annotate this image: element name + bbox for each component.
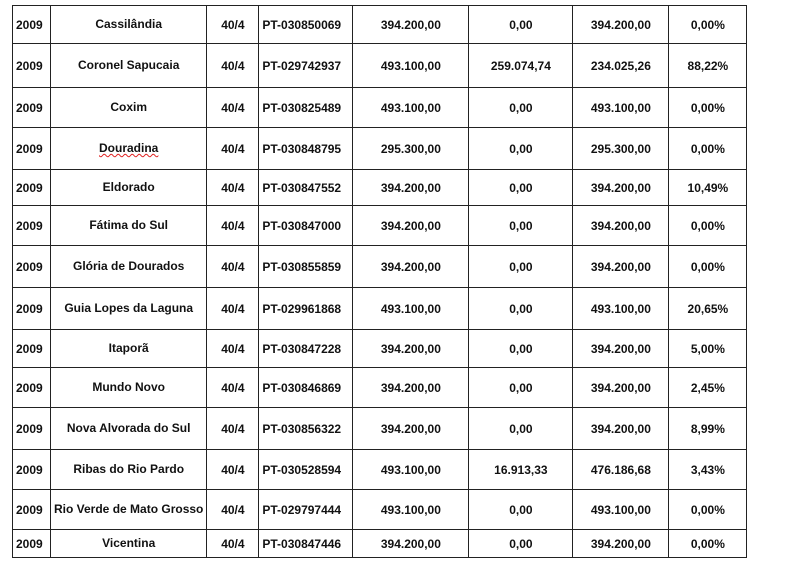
year-cell-text: 2009: [16, 180, 43, 195]
document-number-cell: [259, 288, 353, 330]
code-cell-text: 40/4: [221, 536, 245, 551]
document-number-cell: [259, 490, 353, 530]
paid-value-cell: [469, 368, 573, 408]
total-value-cell: [353, 6, 469, 44]
table-row: [13, 450, 747, 490]
percentage-cell: [669, 88, 747, 128]
municipality-cell: [51, 246, 207, 288]
percentage-cell-text: 0,00%: [690, 502, 725, 517]
paid-value-cell: [469, 530, 573, 558]
year-cell: [13, 368, 51, 408]
municipality-cell-text: Coronel Sapucaia: [78, 58, 180, 72]
municipality-cell: [51, 206, 207, 246]
document-number-cell: [259, 530, 353, 558]
balance-value-cell: [573, 128, 669, 170]
balance-value-cell: [573, 88, 669, 128]
total-value-cell: [353, 170, 469, 206]
percentage-cell: [669, 288, 747, 330]
paid-value-cell: [469, 6, 573, 44]
total-value-cell-text: 295.300,00: [380, 141, 441, 156]
balance-value-cell-text: 295.300,00: [590, 141, 651, 156]
total-value-cell-text: 394.200,00: [380, 180, 441, 195]
year-cell-text: 2009: [16, 502, 43, 517]
percentage-cell-text: 0,00%: [690, 141, 725, 156]
code-cell-text: 40/4: [221, 100, 245, 115]
municipality-cell-text: Nova Alvorada do Sul: [66, 421, 191, 435]
year-cell: [13, 330, 51, 368]
municipality-cell: [51, 408, 207, 450]
municipality-cell: [51, 530, 207, 558]
balance-value-cell: [573, 408, 669, 450]
year-cell-text: 2009: [16, 421, 43, 436]
balance-value-cell: [573, 450, 669, 490]
year-cell-text: 2009: [16, 536, 43, 551]
municipality-cell: [51, 170, 207, 206]
paid-value-cell: [469, 330, 573, 368]
year-cell: [13, 530, 51, 558]
balance-value-cell-text: 493.100,00: [590, 100, 651, 115]
document-number-cell-text: PT-030528594: [262, 462, 342, 477]
year-cell-text: 2009: [16, 380, 43, 395]
percentage-cell: [669, 246, 747, 288]
year-cell-text: 2009: [16, 17, 43, 32]
code-cell-text: 40/4: [221, 17, 245, 32]
document-number-cell-text: PT-030855859: [262, 259, 342, 274]
percentage-cell-text: 88,22%: [687, 58, 729, 73]
paid-value-cell: [469, 288, 573, 330]
total-value-cell-text: 394.200,00: [380, 341, 441, 356]
document-number-cell: [259, 88, 353, 128]
document-number-cell-text: PT-030846869: [262, 380, 342, 395]
balance-value-cell-text: 394.200,00: [590, 341, 651, 356]
municipality-cell: [51, 6, 207, 44]
municipality-cell-text: Vicentina: [102, 536, 156, 550]
year-cell-text: 2009: [16, 58, 43, 73]
total-value-cell-text: 493.100,00: [380, 100, 441, 115]
paid-value-cell-text: 0,00: [509, 100, 533, 115]
paid-value-cell-text: 0,00: [509, 301, 533, 316]
percentage-cell: [669, 368, 747, 408]
municipality-cell: [51, 490, 207, 530]
year-cell: [13, 6, 51, 44]
total-value-cell-text: 394.200,00: [380, 380, 441, 395]
total-value-cell: [353, 330, 469, 368]
year-cell-text: 2009: [16, 100, 43, 115]
municipality-cell-text: Douradina: [99, 141, 159, 155]
document-number-cell-text: PT-030847552: [262, 180, 342, 195]
year-cell-text: 2009: [16, 259, 43, 274]
percentage-cell: [669, 330, 747, 368]
balance-value-cell-text: 394.200,00: [590, 218, 651, 233]
paid-value-cell: [469, 408, 573, 450]
percentage-cell-text: 2,45%: [690, 380, 725, 395]
total-value-cell: [353, 490, 469, 530]
code-cell: [207, 490, 259, 530]
total-value-cell-text: 493.100,00: [380, 462, 441, 477]
total-value-cell: [353, 88, 469, 128]
total-value-cell-text: 394.200,00: [380, 536, 441, 551]
document-number-cell-text: PT-029742937: [262, 58, 342, 73]
total-value-cell-text: 493.100,00: [380, 301, 441, 316]
code-cell: [207, 206, 259, 246]
total-value-cell-text: 394.200,00: [380, 421, 441, 436]
percentage-cell-text: 10,49%: [687, 180, 729, 195]
balance-value-cell: [573, 44, 669, 88]
document-number-cell-text: PT-030856322: [262, 421, 342, 436]
balance-value-cell: [573, 206, 669, 246]
municipality-cell: [51, 128, 207, 170]
balance-value-cell-text: 394.200,00: [590, 536, 651, 551]
total-value-cell: [353, 450, 469, 490]
code-cell: [207, 246, 259, 288]
balance-value-cell-text: 394.200,00: [590, 421, 651, 436]
table-row: [13, 246, 747, 288]
year-cell: [13, 206, 51, 246]
paid-value-cell-text: 0,00: [509, 17, 533, 32]
total-value-cell-text: 493.100,00: [380, 58, 441, 73]
document-number-cell-text: PT-029797444: [262, 502, 342, 517]
total-value-cell: [353, 288, 469, 330]
paid-value-cell-text: 0,00: [509, 536, 533, 551]
paid-value-cell: [469, 246, 573, 288]
document-number-cell-text: PT-030847446: [262, 536, 342, 551]
year-cell-text: 2009: [16, 218, 43, 233]
year-cell: [13, 44, 51, 88]
municipality-cell-text: Mundo Novo: [92, 380, 166, 394]
code-cell-text: 40/4: [221, 341, 245, 356]
municipality-cell: [51, 450, 207, 490]
code-cell: [207, 44, 259, 88]
paid-value-cell: [469, 88, 573, 128]
balance-value-cell: [573, 246, 669, 288]
percentage-cell-text: 8,99%: [690, 421, 725, 436]
table-row: [13, 44, 747, 88]
code-cell: [207, 88, 259, 128]
municipality-cell: [51, 44, 207, 88]
paid-value-cell-text: 0,00: [509, 259, 533, 274]
code-cell: [207, 408, 259, 450]
year-cell: [13, 288, 51, 330]
document-number-cell: [259, 368, 353, 408]
code-cell: [207, 368, 259, 408]
balance-value-cell: [573, 288, 669, 330]
document-number-cell: [259, 408, 353, 450]
municipality-cell-text: Glória de Dourados: [73, 259, 185, 273]
total-value-cell: [353, 408, 469, 450]
balance-value-cell-text: 394.200,00: [590, 17, 651, 32]
balance-value-cell: [573, 6, 669, 44]
percentage-cell: [669, 408, 747, 450]
year-cell-text: 2009: [16, 341, 43, 356]
table-row: [13, 490, 747, 530]
table-row: [13, 408, 747, 450]
percentage-cell-text: 20,65%: [687, 301, 729, 316]
municipality-cell: [51, 288, 207, 330]
code-cell-text: 40/4: [221, 259, 245, 274]
total-value-cell: [353, 44, 469, 88]
document-number-cell: [259, 170, 353, 206]
percentage-cell-text: 0,00%: [690, 536, 725, 551]
paid-value-cell-text: 259.074,74: [490, 58, 551, 73]
year-cell-text: 2009: [16, 462, 43, 477]
paid-value-cell-text: 0,00: [509, 421, 533, 436]
code-cell: [207, 450, 259, 490]
balance-value-cell: [573, 368, 669, 408]
year-cell: [13, 170, 51, 206]
code-cell-text: 40/4: [221, 141, 245, 156]
year-cell: [13, 490, 51, 530]
table-row: [13, 170, 747, 206]
municipality-cell: [51, 330, 207, 368]
document-number-cell-text: PT-029961868: [262, 301, 342, 316]
code-cell-text: 40/4: [221, 58, 245, 73]
year-cell: [13, 408, 51, 450]
balance-value-cell-text: 476.186,68: [590, 462, 651, 477]
document-number-cell: [259, 206, 353, 246]
balance-value-cell-text: 394.200,00: [590, 259, 651, 274]
percentage-cell-text: 0,00%: [690, 218, 725, 233]
percentage-cell-text: 5,00%: [690, 341, 725, 356]
paid-value-cell: [469, 206, 573, 246]
document-number-cell-text: PT-030848795: [262, 141, 342, 156]
balance-value-cell: [573, 530, 669, 558]
code-cell-text: 40/4: [221, 218, 245, 233]
municipality-cell-text: Coxim: [110, 100, 148, 114]
paid-value-cell: [469, 44, 573, 88]
code-cell: [207, 330, 259, 368]
percentage-cell-text: 3,43%: [690, 462, 725, 477]
table-row: [13, 288, 747, 330]
percentage-cell: [669, 6, 747, 44]
paid-value-cell-text: 0,00: [509, 218, 533, 233]
percentage-cell: [669, 530, 747, 558]
percentage-cell: [669, 206, 747, 246]
paid-value-cell-text: 0,00: [509, 141, 533, 156]
document-number-cell: [259, 450, 353, 490]
total-value-cell: [353, 206, 469, 246]
total-value-cell-text: 493.100,00: [380, 502, 441, 517]
year-cell: [13, 128, 51, 170]
municipality-cell-text: Cassilândia: [95, 17, 163, 31]
paid-value-cell-text: 0,00: [509, 380, 533, 395]
percentage-cell: [669, 490, 747, 530]
percentage-cell: [669, 44, 747, 88]
total-value-cell-text: 394.200,00: [380, 218, 441, 233]
municipality-cell-text: Eldorado: [102, 180, 155, 194]
percentage-cell: [669, 128, 747, 170]
paid-value-cell: [469, 450, 573, 490]
municipality-cell: [51, 368, 207, 408]
municipality-cell-text: Rio Verde de Mato Grosso: [54, 502, 204, 516]
balance-value-cell-text: 493.100,00: [590, 502, 651, 517]
balance-value-cell-text: 234.025,26: [590, 58, 651, 73]
table-row: [13, 206, 747, 246]
percentage-cell: [669, 450, 747, 490]
percentage-cell-text: 0,00%: [690, 100, 725, 115]
total-value-cell: [353, 246, 469, 288]
municipality-cell: [51, 88, 207, 128]
paid-value-cell-text: 16.913,33: [494, 462, 548, 477]
year-cell-text: 2009: [16, 141, 43, 156]
transfer-table: [12, 5, 747, 558]
code-cell: [207, 128, 259, 170]
balance-value-cell-text: 394.200,00: [590, 180, 651, 195]
document-number-cell: [259, 44, 353, 88]
municipality-cell-text: Fátima do Sul: [89, 218, 169, 232]
percentage-cell-text: 0,00%: [690, 17, 725, 32]
balance-value-cell: [573, 170, 669, 206]
code-cell: [207, 288, 259, 330]
municipality-cell-text: Guia Lopes da Laguna: [64, 301, 194, 315]
year-cell: [13, 246, 51, 288]
table-row: [13, 128, 747, 170]
document-number-cell: [259, 6, 353, 44]
total-value-cell: [353, 368, 469, 408]
paid-value-cell-text: 0,00: [509, 341, 533, 356]
table-row: [13, 530, 747, 558]
table-row: [13, 88, 747, 128]
year-cell: [13, 88, 51, 128]
total-value-cell: [353, 128, 469, 170]
document-number-cell-text: PT-030847000: [262, 218, 342, 233]
paid-value-cell: [469, 170, 573, 206]
balance-value-cell: [573, 330, 669, 368]
table-row: [13, 6, 747, 44]
table-row: [13, 368, 747, 408]
total-value-cell-text: 394.200,00: [380, 259, 441, 274]
total-value-cell-text: 394.200,00: [380, 17, 441, 32]
municipality-cell-text: Itaporã: [108, 341, 149, 355]
code-cell: [207, 6, 259, 44]
paid-value-cell-text: 0,00: [509, 502, 533, 517]
percentage-cell-text: 0,00%: [690, 259, 725, 274]
paid-value-cell: [469, 490, 573, 530]
document-number-cell-text: PT-030850069: [262, 17, 342, 32]
code-cell-text: 40/4: [221, 301, 245, 316]
balance-value-cell: [573, 490, 669, 530]
code-cell: [207, 530, 259, 558]
paid-value-cell-text: 0,00: [509, 180, 533, 195]
percentage-cell: [669, 170, 747, 206]
table-body: [13, 6, 747, 558]
code-cell-text: 40/4: [221, 180, 245, 195]
total-value-cell: [353, 530, 469, 558]
municipality-cell-text: Ribas do Rio Pardo: [73, 462, 185, 476]
document-number-cell: [259, 330, 353, 368]
document-number-cell: [259, 246, 353, 288]
code-cell: [207, 170, 259, 206]
document-number-cell-text: PT-030825489: [262, 100, 342, 115]
document-number-cell-text: PT-030847228: [262, 341, 342, 356]
code-cell-text: 40/4: [221, 502, 245, 517]
code-cell-text: 40/4: [221, 421, 245, 436]
paid-value-cell: [469, 128, 573, 170]
code-cell-text: 40/4: [221, 380, 245, 395]
year-cell: [13, 450, 51, 490]
balance-value-cell-text: 394.200,00: [590, 380, 651, 395]
balance-value-cell-text: 493.100,00: [590, 301, 651, 316]
code-cell-text: 40/4: [221, 462, 245, 477]
year-cell-text: 2009: [16, 301, 43, 316]
document-number-cell: [259, 128, 353, 170]
table-row: [13, 330, 747, 368]
